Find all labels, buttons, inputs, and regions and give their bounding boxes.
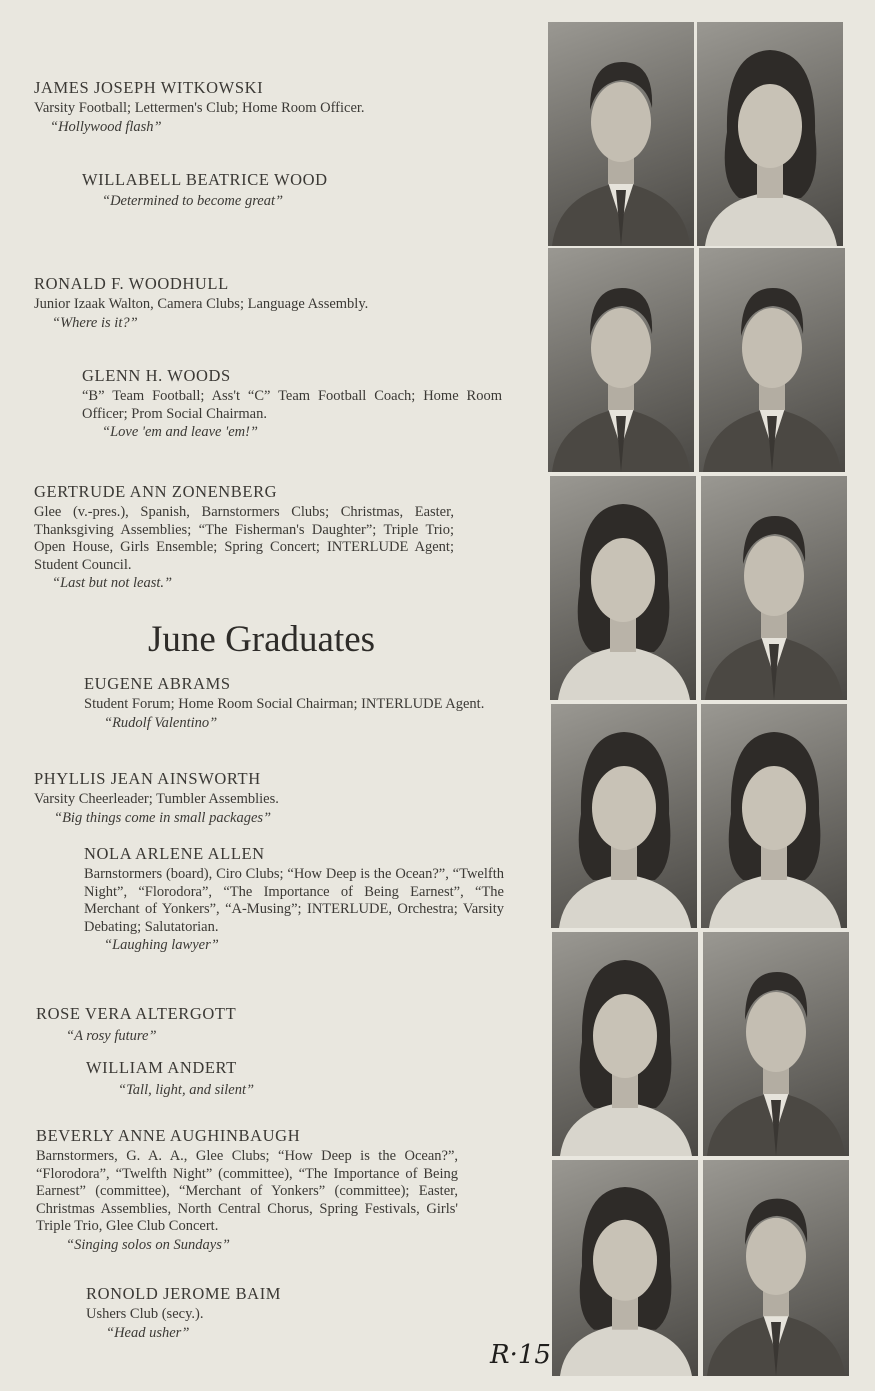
portrait-silhouette bbox=[550, 476, 696, 700]
student-activities: Junior Izaak Walton, Camera Clubs; Language Assembly. bbox=[34, 296, 369, 312]
portrait-silhouette bbox=[699, 248, 845, 472]
portrait-photo bbox=[548, 22, 694, 246]
portrait-photo bbox=[701, 704, 847, 928]
entry-allen bbox=[84, 844, 504, 954]
student-quote: “Where is it?” bbox=[52, 314, 138, 331]
entry-abrams bbox=[84, 674, 504, 732]
portrait-grid bbox=[548, 22, 850, 1376]
student-name: RONALD F. WOODHULL bbox=[34, 274, 229, 293]
entry-woods bbox=[82, 366, 502, 441]
student-activities: Barnstormers, G. A. A., Glee Clubs; “How Deep is the Ocean?”, “Florodora”, “Twelfth Night” (committee), “The Importance of Being Earnest” (committee), “Merchant of Yonkers” (committee); Easter, Christmas Assemblies, North Central Chorus, Spring Festivals, Girls' Triple Trio, Glee Club Concert. bbox=[36, 1148, 458, 1235]
student-quote: “Laughing lawyer” bbox=[104, 937, 219, 954]
portrait-photo bbox=[548, 248, 694, 472]
student-name: RONOLD JEROME BAIM bbox=[86, 1284, 282, 1303]
student-activities: Varsity Football; Lettermen's Club; Home Room Officer. bbox=[34, 100, 365, 116]
portrait-photo bbox=[552, 932, 698, 1156]
student-activities: Glee (v.-pres.), Spanish, Barnstormers Clubs; Christmas, Easter, Thanksgiving Assemblies; “The Fisherman's Daughter”; Triple Trio; Open House, Girls Ensemble; Spring Concert; INTERLUDE Agent; Student Council. bbox=[34, 504, 454, 573]
portrait-photo bbox=[551, 704, 697, 928]
student-activities: Student Forum; Home Room Social Chairman; INTERLUDE Agent. bbox=[84, 696, 485, 712]
student-name: PHYLLIS JEAN AINSWORTH bbox=[34, 769, 261, 788]
portrait-silhouette bbox=[551, 704, 697, 928]
portrait-silhouette bbox=[703, 932, 849, 1156]
student-activities: Varsity Cheerleader; Tumbler Assemblies. bbox=[34, 791, 279, 807]
student-name: NOLA ARLENE ALLEN bbox=[84, 844, 265, 863]
student-quote: “Tall, light, and silent” bbox=[118, 1082, 255, 1098]
student-quote: “A rosy future” bbox=[66, 1028, 157, 1044]
portrait-silhouette bbox=[552, 1160, 698, 1376]
entry-witkowski bbox=[34, 78, 454, 136]
entry-aughinbaugh bbox=[36, 1126, 458, 1254]
entry-altergott bbox=[36, 1004, 456, 1045]
portrait-silhouette bbox=[701, 704, 847, 928]
student-name: GLENN H. WOODS bbox=[82, 366, 231, 385]
portrait-photo bbox=[697, 22, 843, 246]
student-quote: “Love 'em and leave 'em!” bbox=[102, 424, 258, 441]
student-quote: “Singing solos on Sundays” bbox=[66, 1236, 230, 1253]
entry-wood bbox=[82, 170, 502, 210]
student-name: EUGENE ABRAMS bbox=[84, 674, 231, 693]
portrait-photo bbox=[550, 476, 696, 700]
portrait-photo bbox=[703, 1160, 849, 1376]
section-heading: June Graduates bbox=[148, 619, 376, 660]
portrait-silhouette bbox=[701, 476, 847, 700]
portrait-silhouette bbox=[703, 1160, 849, 1376]
portrait-silhouette bbox=[548, 248, 694, 472]
entry-baim bbox=[86, 1284, 506, 1342]
student-name: WILLABELL BEATRICE WOOD bbox=[82, 170, 328, 189]
entry-andert bbox=[86, 1058, 506, 1099]
student-name: WILLIAM ANDERT bbox=[86, 1058, 237, 1077]
entry-woodhull bbox=[34, 274, 454, 332]
portrait-photo bbox=[701, 476, 847, 700]
portrait-photo bbox=[699, 248, 845, 472]
student-name: GERTRUDE ANN ZONENBERG bbox=[34, 482, 278, 501]
student-quote: “Determined to become great” bbox=[102, 193, 284, 209]
student-activities: Ushers Club (secy.). bbox=[86, 1306, 204, 1322]
student-quote: “Last but not least.” bbox=[52, 575, 173, 592]
entry-ainsworth bbox=[34, 769, 454, 827]
portrait-silhouette bbox=[697, 22, 843, 246]
student-quote: “Big things come in small packages” bbox=[54, 809, 272, 826]
student-quote: “Hollywood flash” bbox=[50, 118, 162, 135]
student-name: JAMES JOSEPH WITKOWSKI bbox=[34, 78, 264, 97]
student-name: ROSE VERA ALTERGOTT bbox=[36, 1004, 237, 1023]
student-activities: “B” Team Football; Ass't “C” Team Football Coach; Home Room Officer; Prom Social Chairman. bbox=[82, 388, 502, 422]
portrait-photo bbox=[703, 932, 849, 1156]
entry-zonenberg bbox=[34, 482, 454, 592]
student-quote: “Rudolf Valentino” bbox=[104, 714, 218, 731]
student-name: BEVERLY ANNE AUGHINBAUGH bbox=[36, 1126, 301, 1145]
page-number: R·15 bbox=[490, 1340, 551, 1370]
portrait-silhouette bbox=[548, 22, 694, 246]
portrait-silhouette bbox=[552, 932, 698, 1156]
student-quote: “Head usher” bbox=[106, 1324, 190, 1341]
portrait-photo bbox=[552, 1160, 698, 1376]
student-activities: Barnstormers (board), Ciro Clubs; “How Deep is the Ocean?”, “Twelfth Night”, “Florodora”, “The Importance of Being Earnest”, “The Merchant of Yonkers”, “A-Musing”; INTERLUDE, Orchestra; Varsity Debating; Salutatorian. bbox=[84, 866, 504, 935]
